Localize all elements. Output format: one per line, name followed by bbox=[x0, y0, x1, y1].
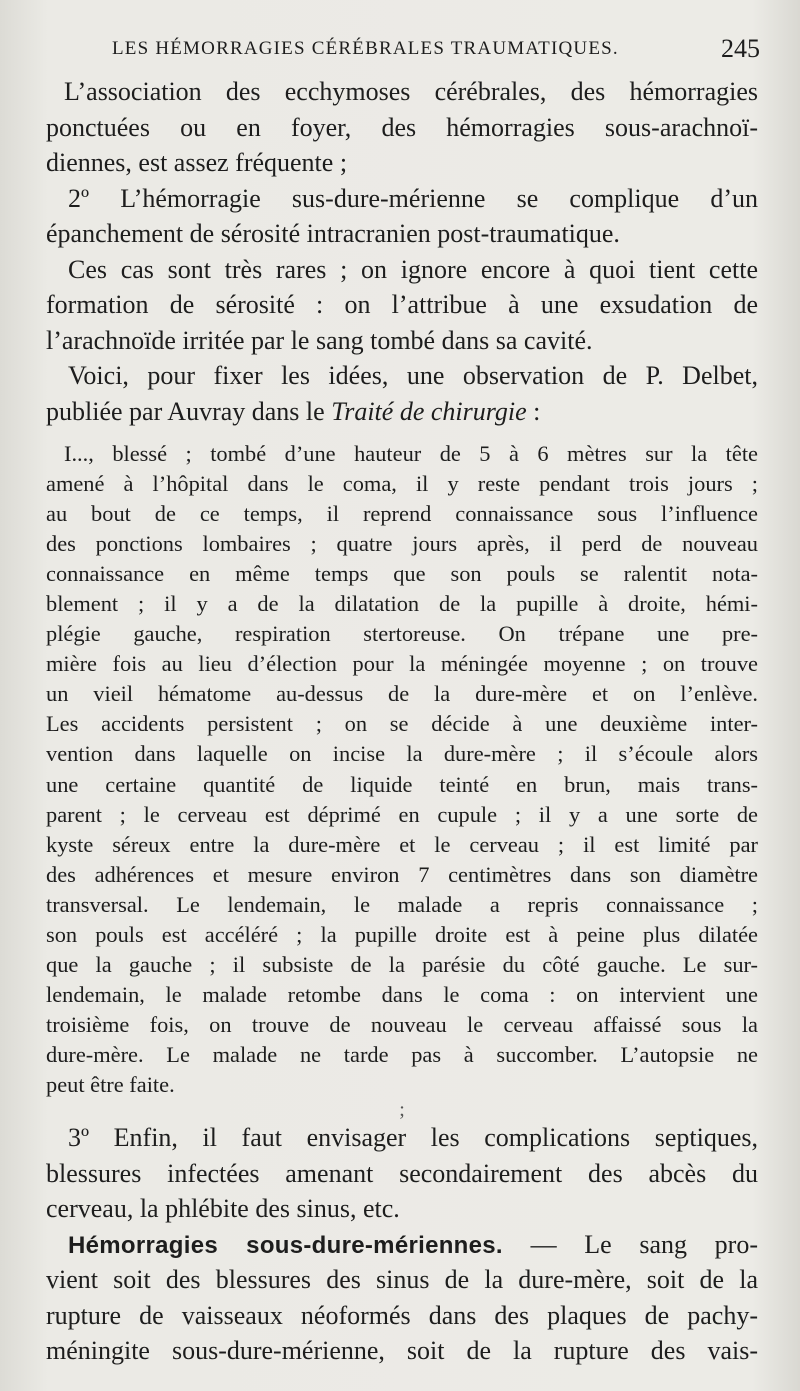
paragraph-association bbox=[46, 74, 758, 181]
page-body bbox=[46, 74, 758, 1369]
text-line: Voici, pour fixer les idées, une observation de P. Delbet, bbox=[68, 361, 758, 390]
text-line: formation de sérosité : on l’attribue à une exsudation de bbox=[46, 290, 758, 319]
observation-line: Les accidents persistent ; on se décide à une deuxième inter- bbox=[46, 711, 758, 737]
observation-line: amené à l’hôpital dans le coma, il y reste pendant trois jours ; bbox=[46, 471, 758, 497]
observation-line: connaissance en même temps que son pouls se ralentit nota- bbox=[46, 561, 758, 587]
observation-line: plégie gauche, respiration stertoreuse. On trépane une pre- bbox=[46, 621, 758, 647]
text-line: diennes, est assez fréquente ; bbox=[46, 148, 348, 177]
text-line: méningite sous-dure-mérienne, soit de la rupture des vais- bbox=[46, 1336, 758, 1366]
observation-line: troisième fois, on trouve de nouveau le cerveau affaissé sous la bbox=[46, 1011, 758, 1037]
observation-line: blement ; il y a de la dilatation de la pupille à droite, hémi- bbox=[46, 591, 758, 617]
text-line: blessures infectées amenant secondairement des abcès du bbox=[46, 1158, 758, 1188]
text-line: l’arachnoïde irritée par le sang tombé dans sa cavité. bbox=[46, 325, 593, 355]
text-line: vient soit des blessures des sinus de la dure-mère, soit de la bbox=[46, 1265, 758, 1295]
page-number: 245 bbox=[721, 34, 760, 63]
observation-line: une certaine quantité de liquide teinté en brun, mais trans- bbox=[46, 771, 758, 797]
observation-line: lendemain, le malade retombe dans le coma : on intervient une bbox=[46, 981, 758, 1007]
text-line: 3º Enfin, il faut envisager les complications septiques, bbox=[68, 1123, 758, 1153]
observation-line: parent ; le cerveau est déprimé en cupule ; il y a une sorte de bbox=[46, 801, 758, 827]
running-head bbox=[112, 34, 760, 68]
text-segment: publiée par Auvray dans le bbox=[46, 396, 332, 426]
text-line: 2º L’hémorragie sus-dure-mérienne se complique d’un bbox=[68, 183, 758, 213]
text-segment: — Le sang pro- bbox=[502, 1229, 758, 1259]
text-line: ponctuées ou en foyer, des hémorragies sous-arachnoï- bbox=[46, 112, 758, 142]
observation-line: mière fois au lieu d’élection pour la méningée moyenne ; on trouve bbox=[46, 651, 758, 677]
paragraph-point-3 bbox=[46, 1120, 758, 1227]
text-line: L’association des ecchymoses cérébrales, des hémorragies bbox=[64, 77, 758, 106]
section-subdural bbox=[46, 1227, 758, 1369]
text-line: Ces cas sont très rares ; on ignore encore à quoi tient cette bbox=[68, 254, 758, 284]
paragraph-rare-cases bbox=[46, 252, 758, 359]
paragraph-observation-intro bbox=[46, 358, 758, 429]
observation-block bbox=[46, 439, 758, 1100]
paragraph-point-2 bbox=[46, 181, 758, 252]
observation-line: que la gauche ; il subsiste de la parésie du côté gauche. Le sur- bbox=[46, 951, 758, 977]
section-heading: Hémorragies sous-dure-mériennes. bbox=[68, 1231, 503, 1259]
text-segment: : bbox=[526, 396, 541, 426]
separator-mark: ; bbox=[399, 1099, 405, 1122]
book-title-italic: Traité de chirurgie bbox=[331, 396, 527, 426]
observation-line: transversal. Le lendemain, le malade a repris connaissance ; bbox=[46, 891, 758, 917]
text-line: cerveau, la phlébite des sinus, etc. bbox=[46, 1194, 400, 1224]
observation-line: peut être faite. bbox=[46, 1071, 175, 1097]
text-line: épanchement de sérosité intracranien post-traumatique. bbox=[46, 219, 620, 248]
text-line bbox=[46, 394, 758, 430]
observation-line: son pouls est accéléré ; la pupille droite est à peine plus dilatée bbox=[46, 921, 758, 947]
observation-line: un vieil hématome au-dessus de la dure-mère et on l’enlève. bbox=[46, 681, 758, 707]
observation-line: kyste séreux entre la dure-mère et le cerveau ; il est limité par bbox=[46, 831, 758, 857]
running-title: LES HÉMORRAGIES CÉRÉBRALES TRAUMATIQUES. bbox=[112, 38, 619, 59]
observation-line: I..., blessé ; tombé d’une hauteur de 5 à 6 mètres sur la tête bbox=[64, 441, 758, 466]
observation-line: dure-mère. Le malade ne tarde pas à succomber. L’autopsie ne bbox=[46, 1041, 758, 1067]
observation-line: au bout de ce temps, il reprend connaissance sous l’influence bbox=[46, 501, 758, 527]
observation-line: des adhérences et mesure environ 7 centimètres dans son diamètre bbox=[46, 861, 758, 887]
observation-line: des ponctions lombaires ; quatre jours après, il perd de nouveau bbox=[46, 531, 758, 557]
section-first-line bbox=[46, 1227, 758, 1263]
observation-line: vention dans laquelle on incise la dure-mère ; il s’écoule alors bbox=[46, 741, 758, 767]
text-line: rupture de vaisseaux néoformés dans des plaques de pachy- bbox=[46, 1300, 758, 1330]
